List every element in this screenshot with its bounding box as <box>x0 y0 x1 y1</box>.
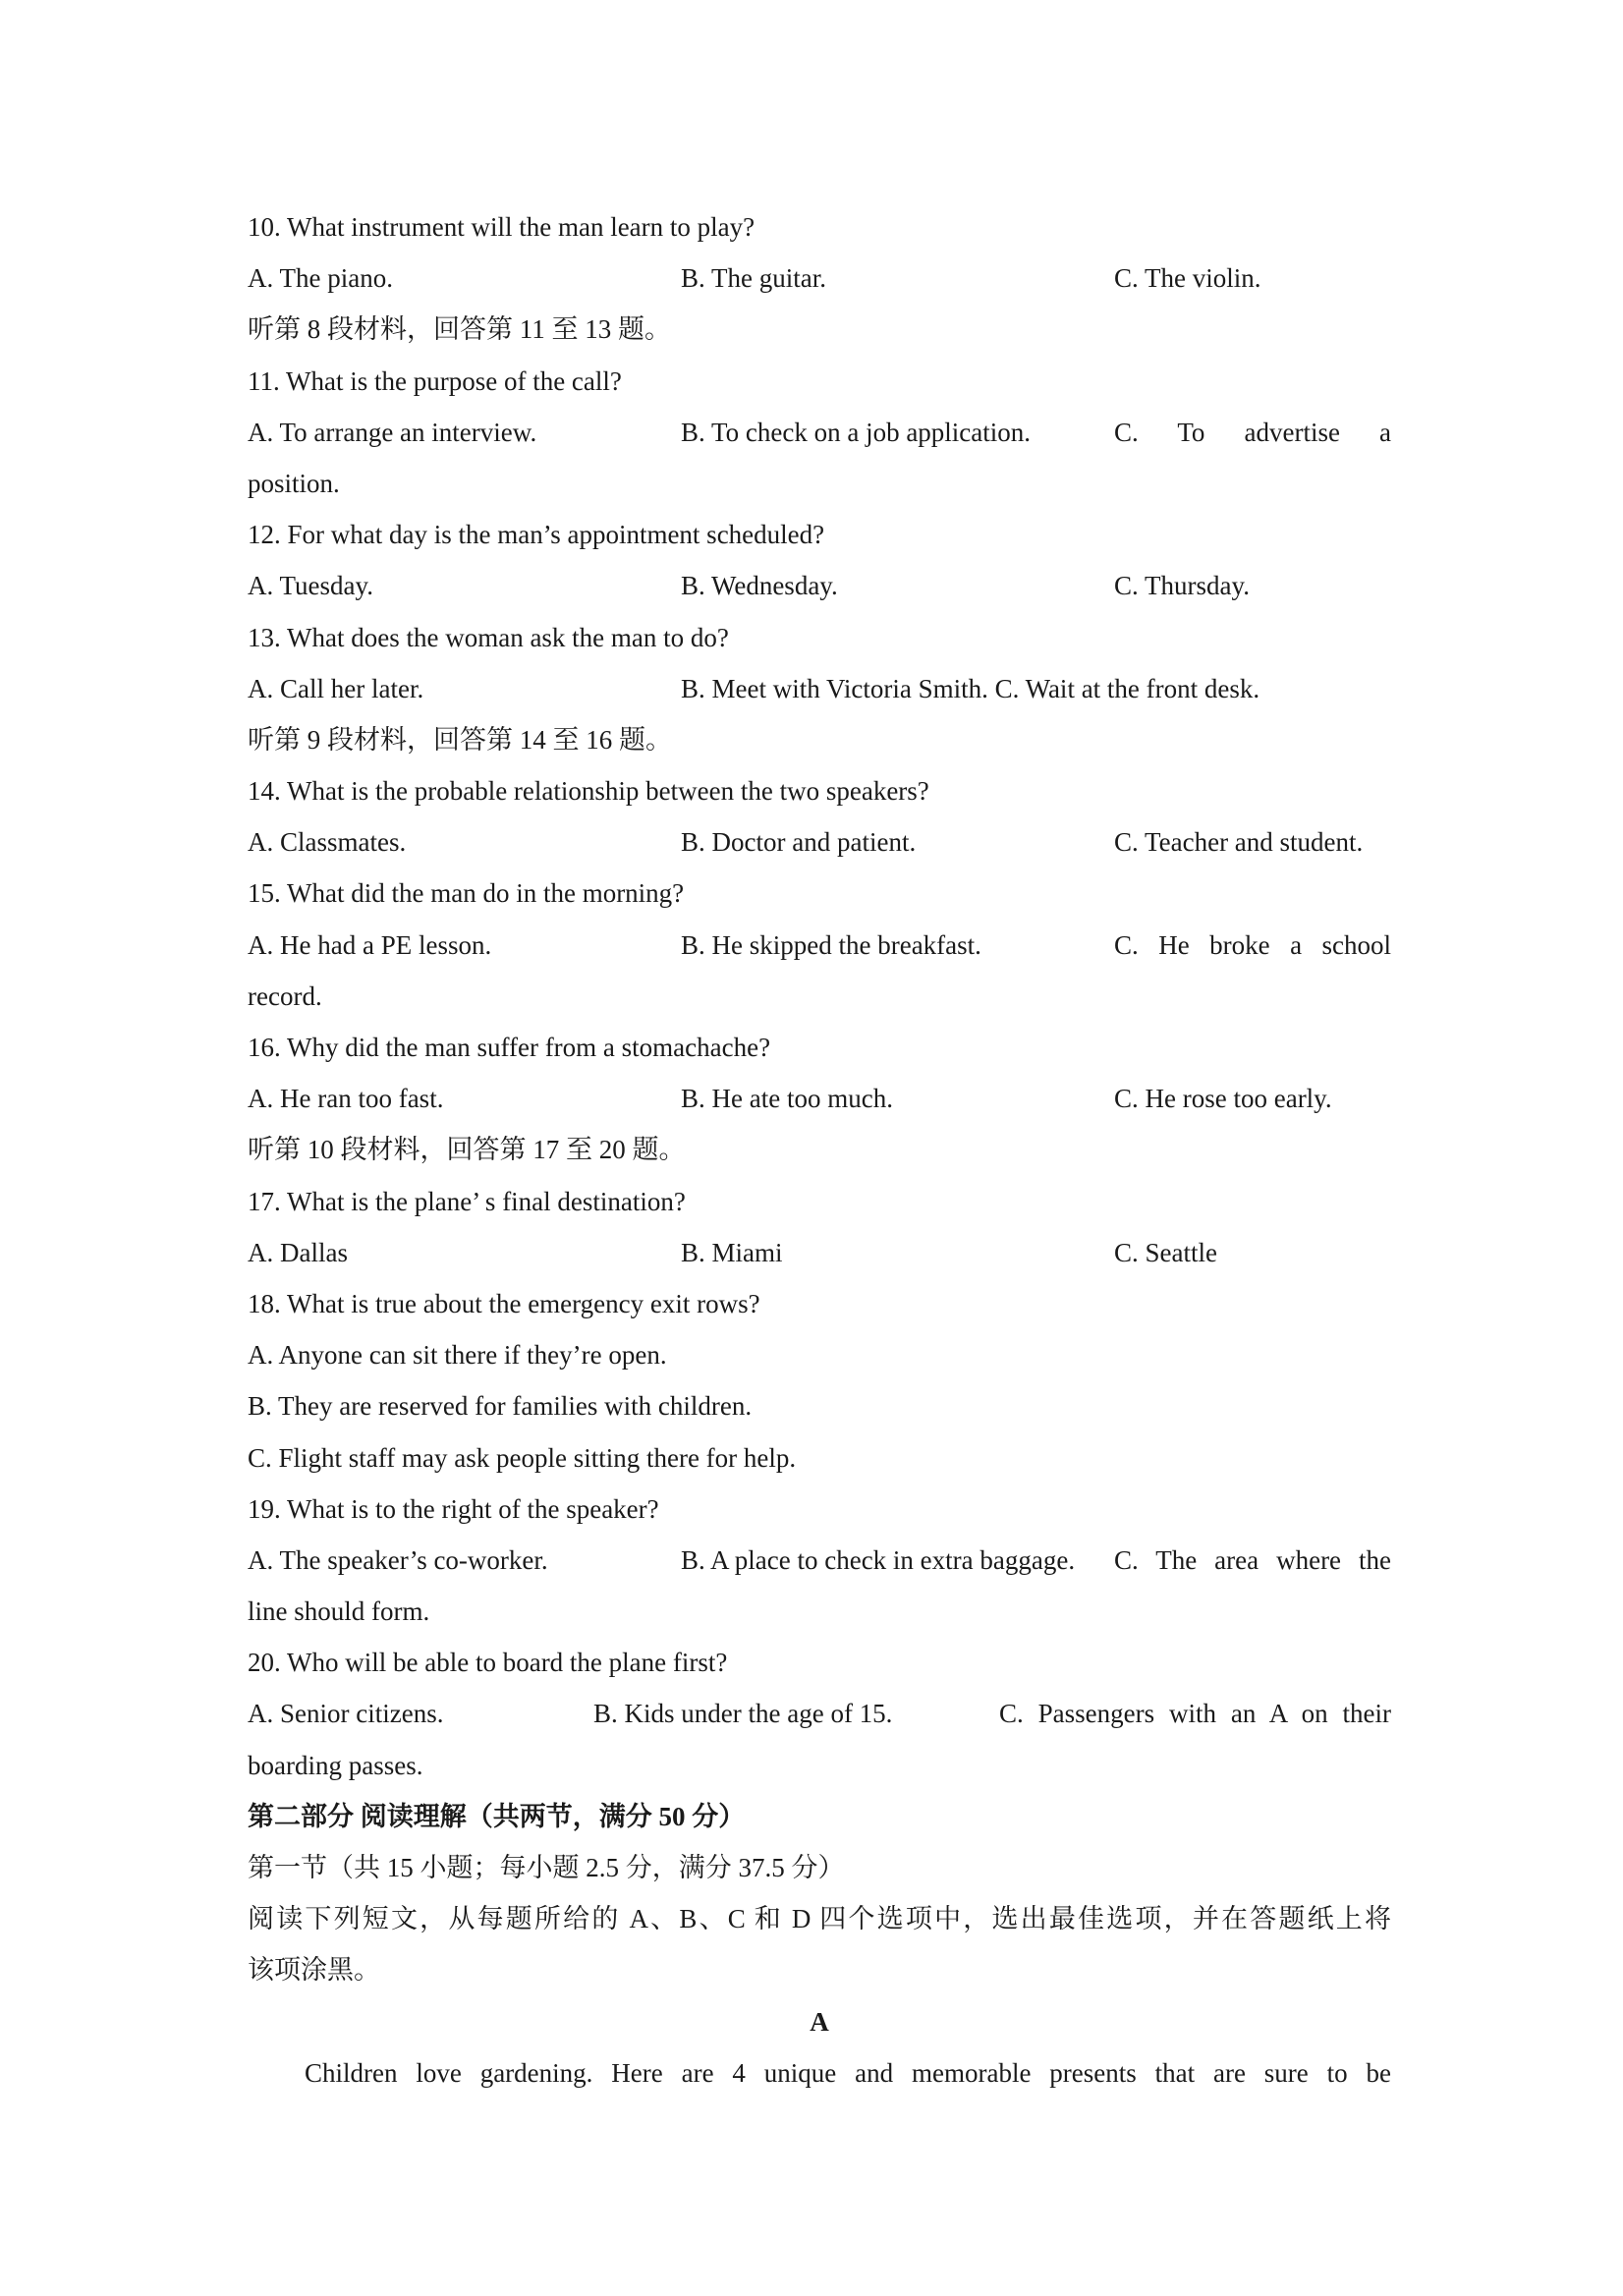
option-c: C. Seattle <box>1114 1237 1217 1267</box>
question-15-options <box>248 920 1391 971</box>
question-14-options <box>248 816 1391 868</box>
option-a: A. To arrange an interview. <box>248 417 537 447</box>
option-b: B. A place to check in extra baggage. <box>681 1544 1076 1575</box>
question-14-stem: 14. What is the probable relationship between the two speakers? <box>248 776 929 807</box>
question-10-options <box>248 252 1391 304</box>
option-c: C. He rose too early. <box>1114 1084 1332 1114</box>
option-c-continuation: position. <box>248 468 340 498</box>
option-b: B. Doctor and patient. <box>681 827 917 858</box>
question-12-options <box>248 560 1391 611</box>
option-c: C. Passengers with an A on their <box>999 1699 1391 1729</box>
option-a: A. Call her later. <box>248 673 424 703</box>
option-c: C. The area where the <box>1114 1544 1391 1575</box>
option-a: A. The piano. <box>248 263 393 294</box>
question-18-stem: 18. What is true about the emergency exit rows? <box>248 1288 760 1318</box>
option-b: B. He skipped the breakfast. <box>681 929 981 960</box>
option-a: A. The speaker’s co-worker. <box>248 1544 548 1575</box>
question-16-options <box>248 1073 1391 1124</box>
passage-first-line: Children love gardening. Here are 4 unique and memorable presents that are sure to be <box>305 2057 1391 2088</box>
question-17-options <box>248 1227 1391 1278</box>
reading-instructions-line-2: 该项涂黑。 <box>248 1955 380 1986</box>
passage-label: A <box>810 2006 829 2037</box>
question-19-stem: 19. What is to the right of the speaker? <box>248 1493 659 1524</box>
question-10-stem: 10. What instrument will the man learn to play? <box>248 212 756 242</box>
section-1-title: 第一节（共 15 小题；每小题 2.5 分，满分 37.5 分） <box>248 1853 845 1882</box>
part-2-title: 第二部分 阅读理解（共两节，满分 50 分） <box>248 1801 746 1831</box>
option-a: A. Dallas <box>248 1237 348 1267</box>
section-9-instruction: 听第 9 段材料，回答第 14 至 16 题。 <box>248 724 672 755</box>
reading-instructions-line-1: 阅读下列短文，从每题所给的 A、B、C 和 D 四个选项中，选出最佳选项，并在答题纸上将 <box>248 1904 1391 1934</box>
option-b: B. To check on a job application. <box>681 417 1032 447</box>
option-a: A. Anyone can sit there if they’re open. <box>248 1340 667 1371</box>
question-12-stem: 12. For what day is the man’s appointment scheduled? <box>248 520 825 550</box>
option-b: B. They are reserved for families with children. <box>248 1391 753 1422</box>
question-11-stem: 11. What is the purpose of the call? <box>248 365 622 396</box>
option-c-continuation: record. <box>248 980 322 1011</box>
option-a: A. He had a PE lesson. <box>248 929 492 960</box>
option-a: A. He ran too fast. <box>248 1084 444 1114</box>
option-b: B. Miami <box>681 1237 783 1267</box>
question-11-options <box>248 407 1391 458</box>
option-a: A. Senior citizens. <box>248 1699 444 1729</box>
question-17-stem: 17. What is the plane’ s final destination? <box>248 1186 686 1216</box>
section-10-instruction: 听第 10 段材料，回答第 17 至 20 题。 <box>248 1135 686 1165</box>
question-15-stem: 15. What did the man do in the morning? <box>248 878 685 909</box>
option-b: B. Kids under the age of 15. <box>593 1699 893 1729</box>
option-a: A. Classmates. <box>248 827 407 858</box>
option-c: C. The violin. <box>1114 263 1261 294</box>
question-13-options <box>248 663 1391 714</box>
option-c: C. Teacher and student. <box>1114 827 1364 858</box>
option-b: B. Wednesday. <box>681 571 838 601</box>
question-20-stem: 20. Who will be able to board the plane first? <box>248 1648 728 1678</box>
option-b-and-c: B. Meet with Victoria Smith. C. Wait at the front desk. <box>681 673 1260 703</box>
exam-page-content <box>248 201 1391 2099</box>
question-16-stem: 16. Why did the man suffer from a stomachache? <box>248 1033 771 1062</box>
option-b: B. He ate too much. <box>681 1084 893 1114</box>
question-20-options <box>248 1688 1391 1739</box>
option-c-continuation: line should form. <box>248 1596 430 1627</box>
option-c: C. Flight staff may ask people sitting there for help. <box>248 1442 797 1473</box>
option-c-continuation: boarding passes. <box>248 1750 423 1780</box>
option-c: C. To advertise a <box>1114 417 1391 447</box>
section-8-instruction: 听第 8 段材料，回答第 11 至 13 题。 <box>248 314 671 345</box>
question-19-options <box>248 1535 1391 1586</box>
option-b: B. The guitar. <box>681 263 826 294</box>
question-13-stem: 13. What does the woman ask the man to do? <box>248 622 729 652</box>
option-c: C. He broke a school <box>1114 929 1391 960</box>
option-a: A. Tuesday. <box>248 571 374 601</box>
option-c: C. Thursday. <box>1114 571 1250 601</box>
